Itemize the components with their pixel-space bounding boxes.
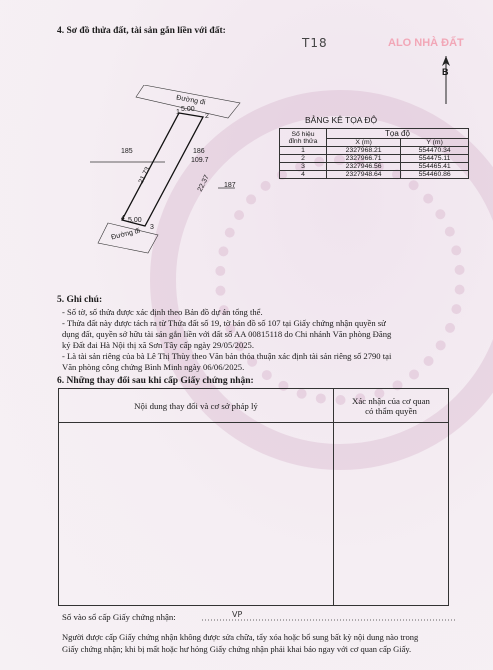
table-row — [280, 171, 469, 179]
changes-header-confirm-line2: có thẩm quyền — [365, 405, 417, 416]
neighbor-left-label: 185 — [121, 148, 133, 155]
coord-y: 554465.41 — [401, 163, 469, 171]
notes-block — [62, 307, 452, 373]
table-row — [280, 147, 469, 155]
entry-number-value: VP — [232, 610, 243, 619]
note-line: - Thửa đất này được tách ra từ Thửa đất số 19, tờ bản đồ số 107 tại Giấy chứng nhận quyền sử — [62, 318, 386, 328]
changes-table — [58, 388, 449, 606]
note-line: - Là tài sản riêng của bà Lê Thị Thùy theo Văn bản thỏa thuận xác định tài sản riêng số 2790 tại — [62, 351, 392, 361]
changes-confirm-cell — [334, 423, 449, 606]
changes-content-cell — [59, 423, 334, 606]
changes-header-confirm — [334, 389, 449, 423]
entry-dotted-line — [62, 618, 462, 622]
note-line: dụng đất, quyền sở hữu tài sản gắn liền với đất số AA 00815118 do Chi nhánh Văn phòng Đăng — [62, 329, 392, 339]
coords-title: BẢNG KÊ TỌA ĐỘ — [305, 115, 378, 125]
entry-number-label: Số vào sổ cấp Giấy chứng nhận: — [62, 612, 176, 622]
coord-x: 2327946.56 — [327, 163, 401, 171]
coord-y: 554470.34 — [401, 147, 469, 155]
brand-watermark: ALO NHÀ ĐẤT — [388, 37, 464, 49]
coords-header-group: Tọa độ — [327, 129, 469, 139]
coord-x: 2327968.21 — [327, 147, 401, 155]
coords-header-point-line2: đỉnh thửa — [288, 137, 318, 145]
warning-line-2: Giấy chứng nhận; khi bị mất hoặc hư hỏng Giấy chứng nhận phải khai báo ngay với cơ quan cấp Giấy. — [62, 644, 412, 654]
note-line: Văn phòng công chứng Bình Minh ngày 06/06/2025. — [62, 362, 245, 372]
side-right-label: 22.37 — [196, 174, 211, 193]
coord-id: 2 — [280, 155, 327, 163]
coord-x: 2327966.71 — [327, 155, 401, 163]
coord-y: 554460.86 — [401, 171, 469, 179]
vertex-4-label: 4 — [121, 215, 125, 222]
coords-header-point-line1: Số hiệu — [291, 130, 315, 138]
width-bottom-label: 5.00 — [128, 217, 142, 224]
section6-title: 6. Những thay đổi sau khi cấp Giấy chứng nhận: — [57, 376, 254, 386]
parcel-diagram — [60, 85, 290, 265]
north-arrow-icon — [436, 54, 456, 106]
note-line: ký Đất đai Hà Nội thị xã Sơn Tây cấp ngày 29/05/2025. — [62, 340, 254, 350]
coords-header-y: Y (m) — [401, 139, 469, 147]
table-row — [280, 163, 469, 171]
coord-id: 3 — [280, 163, 327, 171]
vertex-1-label: 1 — [176, 109, 180, 116]
coords-table — [279, 128, 469, 179]
warning-line-1: Người được cấp Giấy chứng nhận không được sửa chữa, tẩy xóa hoặc bổ sung bất kỳ nội dung nào trong — [62, 632, 419, 642]
neighbor-right-label: 187 — [224, 182, 236, 189]
section5-title: 5. Ghi chú: — [57, 295, 103, 305]
coord-id: 1 — [280, 147, 327, 155]
vertex-2-label: 2 — [205, 113, 209, 120]
table-row — [280, 155, 469, 163]
note-line: - Số tờ, số thửa được xác định theo Bản đồ dự án tổng thể. — [62, 307, 263, 317]
coord-x: 2327948.64 — [327, 171, 401, 179]
changes-header-confirm-line1: Xác nhận của cơ quan — [352, 395, 430, 406]
coords-header-point — [280, 129, 327, 147]
parcel-area-label: 109.7 — [191, 157, 209, 164]
side-left-label: 21.73 — [137, 166, 152, 185]
road-top-label: Đường đi — [175, 94, 206, 107]
handwritten-note: T18 — [302, 36, 328, 50]
section4-title: 4. Sơ đồ thửa đất, tài sản gắn liền với đất: — [57, 26, 226, 36]
vertex-3-label: 3 — [150, 224, 154, 231]
coord-id: 4 — [280, 171, 327, 179]
coords-header-x: X (m) — [327, 139, 401, 147]
coord-y: 554475.11 — [401, 155, 469, 163]
changes-header-content: Nội dung thay đổi và cơ sở pháp lý — [59, 389, 334, 423]
width-top-label: 5.00 — [181, 106, 195, 113]
parcel-number-label: 186 — [193, 148, 205, 155]
north-label: B — [442, 67, 449, 77]
road-bottom-label: Đường đi — [110, 227, 141, 242]
